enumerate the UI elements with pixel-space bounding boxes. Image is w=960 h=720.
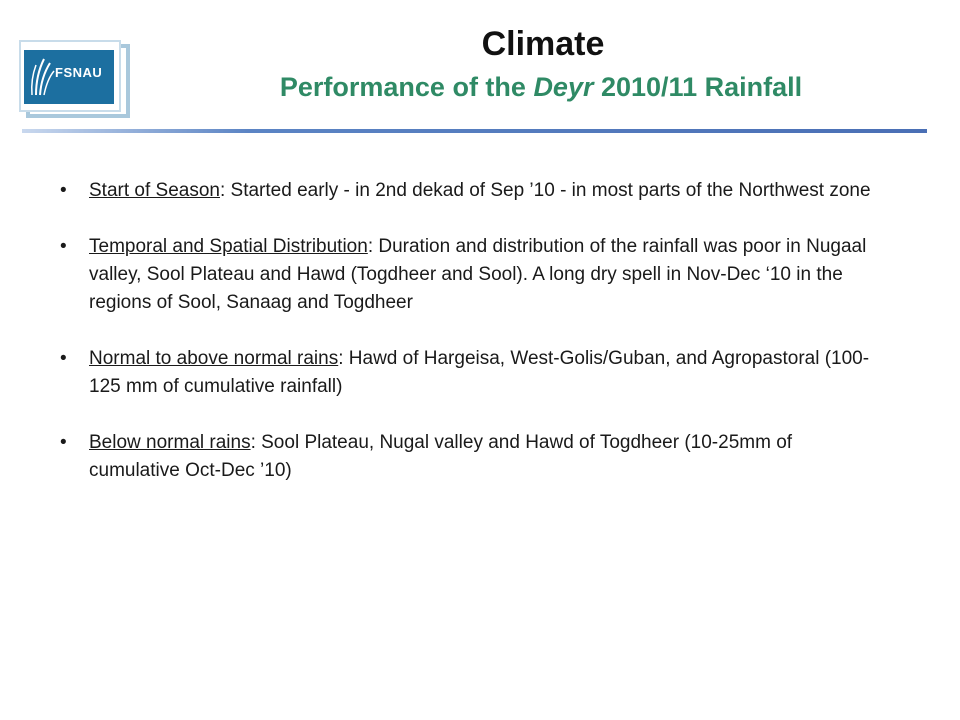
- logo-text: FSNAU: [55, 65, 103, 80]
- header-divider: [22, 129, 927, 133]
- bullet-text: : Started early - in 2nd dekad of Sep ’10 - in most parts of the Northwest zone: [219, 180, 871, 201]
- bullet-list: [60, 177, 880, 513]
- slide-title: Climate: [481, 25, 605, 63]
- bullet-text: : Duration and distribution of the rainfall was poor in Nugaal valley, Sool Plateau and Hawd (Togdheer and Sool). A long dry spell in Nov-Dec ‘10 in the regions of Sool, Sanaag and Togdheer: [89, 236, 867, 313]
- subtitle-post: 2010/11 Rainfall: [593, 72, 803, 102]
- bullet-normal-above: [60, 345, 880, 401]
- bullet-text: : Hawd of Hargeisa, West-Golis/Guban, and Agropastoral (100-125 mm of cumulative rainfall): [89, 348, 870, 397]
- bullet-text: : Sool Plateau, Nugal valley and Hawd of Togdheer (10-25mm of cumulative Oct-Dec ’10): [89, 432, 793, 481]
- bullet-below-normal: [60, 429, 880, 485]
- bullet-label: Start of Season: [89, 180, 220, 201]
- bullet-start-of-season: [60, 177, 880, 205]
- bullet-temporal-spatial: [60, 233, 880, 317]
- slide-subtitle: [0, 70, 960, 104]
- subtitle-italic: Deyr: [533, 72, 594, 102]
- bullet-label: Normal to above normal rains: [89, 348, 339, 369]
- bullet-label: Below normal rains: [89, 432, 251, 453]
- subtitle-pre: Performance of the: [279, 72, 534, 102]
- bullet-label: Temporal and Spatial Distribution: [89, 236, 368, 257]
